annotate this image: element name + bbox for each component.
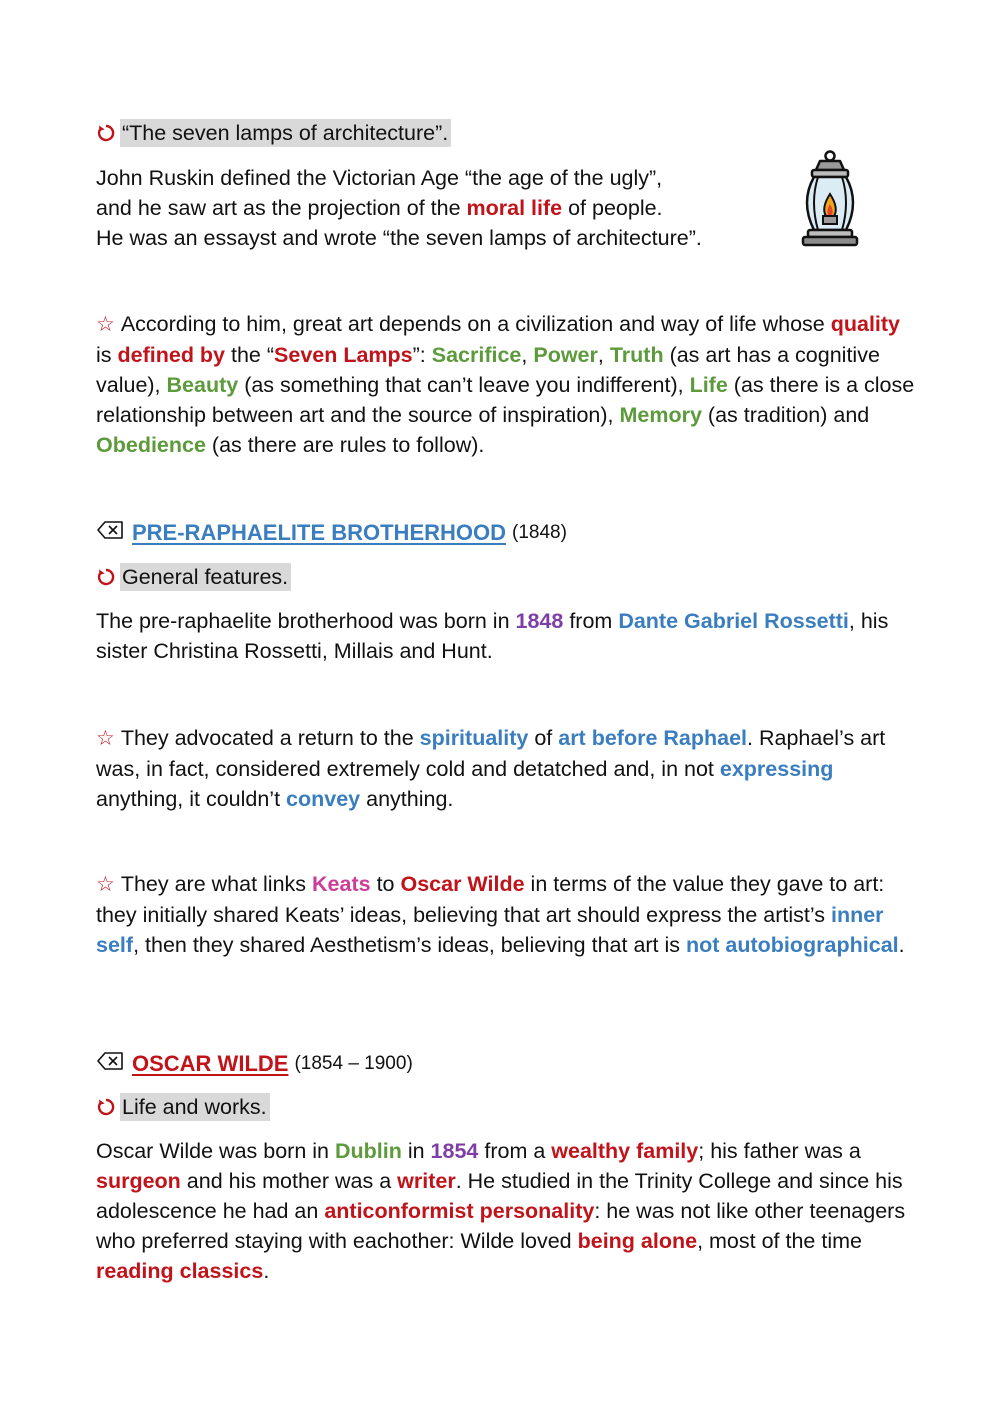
subheading-general-features <box>96 563 916 591</box>
wilde-paragraph-1 <box>96 1136 916 1286</box>
lamp-name: Memory <box>619 403 702 427</box>
lamp-name: Life <box>689 373 728 397</box>
text: , most of the time <box>697 1229 862 1253</box>
erase-tag-icon <box>96 518 126 548</box>
keyword-place: Dublin <box>334 1139 402 1163</box>
text: ; his father was a <box>698 1139 861 1163</box>
keyword-moral-life: moral life <box>466 196 563 220</box>
text: , his sister Christina Rossetti, Millais and Hunt. <box>96 609 889 663</box>
text: in <box>401 1139 431 1163</box>
paragraph-text <box>96 723 916 814</box>
erase-tag-icon <box>96 1049 126 1079</box>
subheading-seven-lamps <box>96 119 916 147</box>
lamp-name: Obedience <box>96 433 206 457</box>
paragraph-text <box>96 1136 916 1286</box>
text: They advocated a return to the <box>120 726 420 750</box>
keyword: quality <box>830 312 901 336</box>
keyword: Seven Lamps <box>274 343 413 367</box>
refresh-icon <box>96 123 118 143</box>
keyword-keats: Keats <box>312 872 371 896</box>
intro-line-1: John Ruskin defined the Victorian Age “the age of the ugly”, <box>96 166 663 190</box>
section-years: (1848) <box>512 522 567 543</box>
keyword: spirituality <box>419 726 529 750</box>
star-icon: ☆ <box>96 313 115 336</box>
keyword: art before Raphael <box>558 726 748 750</box>
section-heading-wilde <box>96 1049 916 1079</box>
keyword: being alone <box>577 1229 698 1253</box>
text: , then they shared Aesthetism’s ideas, believing that art is <box>133 933 687 957</box>
keyword: inner self <box>96 903 884 957</box>
keyword: expressing <box>719 757 834 781</box>
text: . <box>263 1259 270 1283</box>
keyword: defined by <box>117 343 226 367</box>
text: . Raphael’s art was, in fact, considered extremely cold and detatched and, in not <box>96 726 886 781</box>
lamp-name: Power <box>533 343 598 367</box>
keyword: wealthy family <box>551 1139 699 1163</box>
refresh-icon <box>96 567 118 587</box>
prb-paragraph-2 <box>96 723 916 814</box>
text: , <box>521 343 534 367</box>
refresh-icon <box>96 1097 118 1117</box>
text: They are what links <box>120 872 313 896</box>
keyword: convey <box>286 787 361 811</box>
star-icon: ☆ <box>96 727 115 750</box>
section-heading-prb <box>96 518 916 548</box>
section-years: (1854 – 1900) <box>294 1053 413 1074</box>
keyword-name: Dante Gabriel Rossetti <box>618 609 849 633</box>
lantern-icon <box>790 150 870 250</box>
text: (as something that can’t leave you indifferent), <box>238 373 690 397</box>
text: from a <box>478 1139 552 1163</box>
subheading-text: “The seven lamps of architecture”. <box>120 119 451 147</box>
text: The pre-raphaelite brotherhood was born in <box>96 609 516 633</box>
text: of people. <box>562 196 663 220</box>
lamp-name: Sacrifice <box>431 343 522 367</box>
section-title: PRE-RAPHAELITE BROTHERHOOD <box>132 520 507 545</box>
text: of <box>528 726 559 750</box>
keyword-year: 1848 <box>515 609 564 633</box>
text: in terms of the value they gave to art: they initially shared Keats’ ideas, believing that art should express the artist’s <box>96 872 885 927</box>
text: . He studied in the Trinity College and since his adolescence he had an <box>96 1169 903 1223</box>
text: According to him, great art depends on a civilization and way of life whose <box>120 312 831 336</box>
text: the “ <box>225 343 275 367</box>
text: from <box>563 609 619 633</box>
lamps-text <box>96 309 916 460</box>
text: anything, it couldn’t <box>96 787 287 811</box>
paragraph-text <box>96 606 916 666</box>
star-icon: ☆ <box>96 873 115 896</box>
paragraph-text <box>96 869 916 960</box>
intro-line-3: He was an essayst and wrote “the seven lamps of architecture”. <box>96 226 702 250</box>
text: (as there are rules to follow). <box>205 433 485 457</box>
text: . <box>898 933 905 957</box>
keyword-year: 1854 <box>430 1139 479 1163</box>
keyword: reading classics <box>96 1259 264 1283</box>
text: Oscar Wilde was born in <box>96 1139 335 1163</box>
keyword: writer <box>397 1169 456 1193</box>
text: and he saw art as the projection of the <box>96 196 467 220</box>
subheading-text: General features. <box>120 563 291 591</box>
keyword-wilde: Oscar Wilde <box>400 872 525 896</box>
text: and his mother was a <box>180 1169 398 1193</box>
text: ”: <box>412 343 432 367</box>
prb-paragraph-3 <box>96 869 916 960</box>
keyword: anticonformist personality <box>324 1199 595 1223</box>
text: anything. <box>360 787 454 811</box>
prb-paragraph-1 <box>96 606 916 666</box>
text: (as there is a close relationship between art and the source of inspiration), <box>96 373 915 427</box>
section-title: OSCAR WILDE <box>132 1051 289 1076</box>
text: (as tradition) and <box>701 403 870 427</box>
text: to <box>370 872 401 896</box>
keyword: surgeon <box>96 1169 181 1193</box>
seven-lamps-paragraph <box>96 309 916 460</box>
lamp-name: Truth <box>609 343 664 367</box>
text: , <box>597 343 610 367</box>
keyword: not autobiographical <box>686 933 899 957</box>
lamp-name: Beauty <box>166 373 239 397</box>
subheading-text: Life and works. <box>120 1093 270 1121</box>
text: (as art has a cognitive value), <box>96 343 880 397</box>
subheading-life-and-works <box>96 1093 916 1121</box>
text: : he was not like other teenagers who preferred staying with eachother: Wilde loved <box>96 1199 906 1253</box>
text: is <box>96 343 118 367</box>
